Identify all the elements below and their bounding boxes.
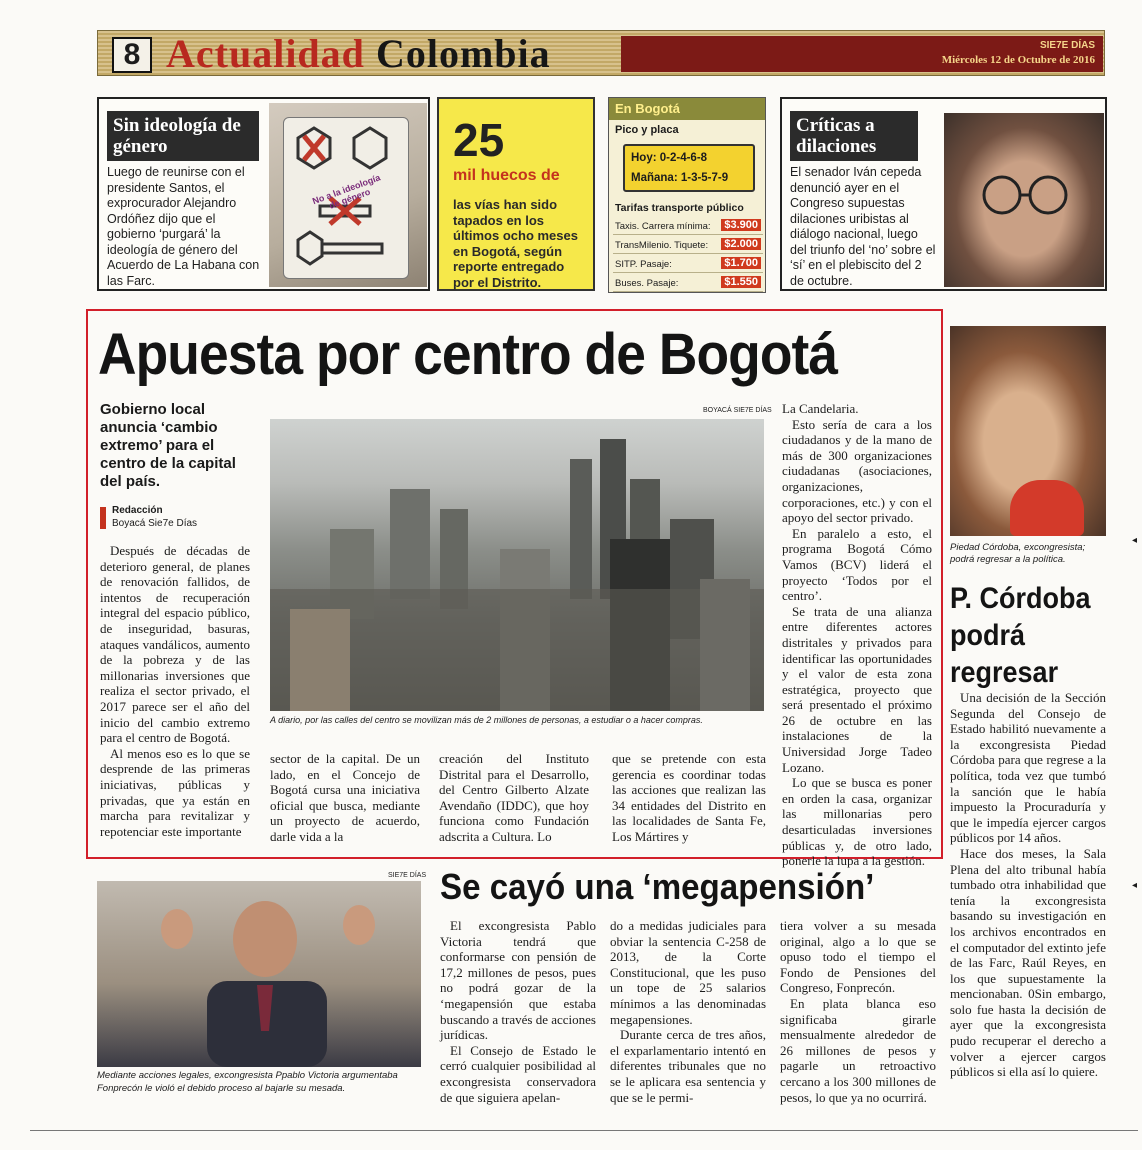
big-number-label: mil huecos de	[453, 167, 560, 184]
tarifa-price: $2.000	[721, 238, 761, 250]
page-number: 8	[123, 38, 141, 71]
byline-name: Boyacá Sie7e Días	[112, 518, 198, 529]
paragraph: do a medidas judiciales para obviar la sentencia C-258 de 2013, de la Corte Constitucional, que les puso un tope de 25 salarios mínimos a las denominadas megapensiones.	[610, 918, 766, 1027]
issue-date: Miércoles 12 de Octubre de 2016	[941, 54, 1095, 66]
paragraph: La Candelaria.	[782, 401, 859, 416]
paragraph: Hace dos meses, la Sala Plena del alto tribunal había tumbado otra inhabilidad que tenía la excongresista basando su investigación en los archivos encontrados en el computador del extinto jefe de las Farc, Raúl Reyes, en los que supuestamente la mencionaban. 0Sin embargo, solo fue hasta la decisión de ayer que la excongresista pudo recuperar el derecho a volver a ejercer cargos públicos si ella así lo quiere.	[950, 845, 1106, 1080]
teaser-text: Luego de reunirse con el presidente Santos, el exprocurador Alejandro Ordóñez dijo que el gobierno ‘purgará’ la ideología de género del Acuerdo de La Habana con las Farc.	[107, 165, 260, 288]
senator-photo	[944, 113, 1104, 287]
tarifa-label: SITP. Pasaje:	[615, 259, 672, 270]
tarifas-title: Tarifas transporte público	[615, 202, 744, 214]
pico-placa-hoy: Hoy: 0-2-4-6-8	[631, 152, 708, 164]
article-column-3	[439, 751, 589, 845]
section-title-part2: Colombia	[375, 31, 551, 76]
paragraph: El Consejo de Estado le cerró cualquier posibilidad al excongresista conservadora de que siguiera apelan-	[440, 1042, 596, 1105]
paragraph: Lo que se busca es poner en orden la casa, organizar las millonarias pero desarticuladas inversiones públicas y, de otro lado, ponerle la lupa a la gestión.	[782, 775, 932, 869]
cordoba-headline[interactable]: P. Córdoba podrá regresar	[950, 582, 1091, 689]
mega-headline[interactable]: Se cayó una ‘megapensión’	[440, 866, 875, 907]
teaser-title: Sin ideología de género	[107, 111, 259, 161]
paragraph: Después de décadas de deterioro general, de planes de renovación fallidos, de intentos de recuperación integral del espacio público, de inseguridad, basuras, ataques vandálicos, aumento de la pobreza y de las millonarias inversiones que realiza el sector privado, el 2017 parece ser el año del inicio del cambio extremo para el centro de Bogotá.	[100, 543, 250, 746]
photo-caption: Mediante acciones legales, excongresista Ppablo Victoria argumentaba Fonprecón le violó el debido proceso al bajarle su mesada.	[97, 1070, 398, 1094]
article-column-5	[782, 401, 932, 869]
byline-marker	[100, 507, 106, 529]
poster-slogan: No a la ideología de género	[310, 172, 382, 211]
page-bottom-rule	[30, 1130, 1138, 1131]
paragraph: Una decisión de la Sección Segunda del Consejo de Estado habilitó nuevamente a la excongresista Piedad Córdoba para que regrese a la política, toda vez que tumbó la sanción que le había impuesto la Procuraduría y que le impedía ejercer cargos públicos por 14 años.	[950, 690, 1106, 846]
scan-mark-icon: ◂	[1132, 880, 1138, 891]
skyline-drawing	[270, 419, 764, 711]
teaser-text: las vías han sido tapados en los últimos ocho meses en Bogotá, según reporte entregado por el Distrito.	[453, 197, 578, 290]
teaser-title: Críticas a dilaciones	[790, 111, 918, 161]
section-header	[97, 30, 1105, 76]
teaser-band	[609, 98, 765, 120]
photo-caption: Piedad Córdoba, excongresista; podrá regresar a la política.	[950, 542, 1086, 565]
paragraph: Al menos eso es lo que se desprende de las primeras iniciativas, públicas y privadas, que ya están en marcha para revitalizar y repotenciar este importante	[100, 745, 250, 839]
pico-placa-manana: Mañana: 1-3-5-7-9	[631, 172, 729, 184]
big-number: 25	[453, 114, 505, 166]
tarifa-label: TransMilenio. Tiquete:	[615, 240, 709, 251]
mega-column-1	[440, 918, 596, 1105]
article-column-4	[612, 751, 766, 845]
photo-credit: BOYACÁ SIE7E DÍAS	[703, 407, 772, 414]
teaser-criticas[interactable]	[780, 97, 1107, 291]
microphone-icon	[1010, 480, 1084, 536]
tarifa-label: Taxis. Carrera mínima:	[615, 221, 711, 232]
article-column-2	[270, 751, 420, 845]
protest-poster	[283, 117, 409, 279]
main-article[interactable]	[86, 309, 943, 869]
paragraph: En plata blanca eso significaba girarle mensualmente alrededor de 26 millones de pesos y pagarle un retroactivo cercano a los 300 millones de pesos, lo que ya no ocurrirá.	[780, 995, 936, 1105]
paragraph: Se trata de una alianza entre diferentes actores distritales y privados para identificar las oportunidades y el valor de esta zona estratégica, proyecto que será presentado el próximo 26 de octubre en las instalaciones de la Universidad Jorge Tadeo Lozano.	[782, 603, 932, 775]
teaser-photo	[269, 103, 427, 287]
section-title-part1: Actualidad	[166, 31, 365, 76]
mega-column-2	[610, 918, 766, 1105]
paragraph: tiera volver a su mesada original, algo a lo que se opuso todo el tiempo el Fondo de Pensiones del Congreso, Fonprecón.	[780, 918, 936, 996]
article-deck: Gobierno local anuncia ‘cambio extremo’ para el centro de la capital del país.	[100, 401, 236, 490]
brand-name: SIE7E DÍAS	[1039, 40, 1095, 51]
teaser-ideologia[interactable]	[97, 97, 430, 291]
city-skyline-photo	[270, 419, 764, 711]
photo-caption: A diario, por las calles del centro se movilizan más de 2 millones de personas, a estudiar o a hacer compras.	[270, 715, 703, 725]
tarifa-price: $1.700	[721, 257, 761, 269]
paragraph: Esto sería de cara a los ciudadanos y de la mano de más de 300 organizaciones ciudadanas (asociaciones, organizaciones, corporaciones, etc.) y con el apoyo del sector privado.	[782, 416, 932, 526]
teaser-text: El senador Iván cepeda denunció ayer en el Congreso supuestas dilaciones uribistas al diálogo nacional, luego del triunfo del ‘no’ sobre el ‘sí’ en el plebiscito del 2 de octubre.	[790, 165, 936, 288]
figure-drawing	[97, 881, 421, 1067]
paragraph: En paralelo a esto, el programa Bogotá Cómo Vamos (BCV) liderá el proyecto ‘Todos por el centro’.	[782, 525, 932, 604]
cordoba-article-body	[950, 690, 1106, 1080]
section-title	[166, 33, 551, 75]
photo-credit: SIE7E DÍAS	[388, 872, 427, 879]
teaser-huecos[interactable]	[437, 97, 595, 291]
tarifa-row	[613, 256, 763, 273]
paragraph: El excongresista Pablo Victoria tendrá que conformarse con pensión de 17,2 millones de pesos, pues no podrá gozar de la ‘megapensión que estaba buscando a través de acciones jurídicas.	[440, 918, 596, 1043]
paragraph: creación del Instituto Distrital para el Desarrollo, del Centro Gilberto Alzate Avendaño (IDDC), que hoy funciona como Fundación adscrita a Cultura. Lo	[439, 751, 589, 844]
license-plate	[623, 144, 755, 192]
teaser-en-bogota[interactable]	[608, 97, 766, 293]
byline-role: Redacción	[112, 505, 163, 516]
paragraph: Durante cerca de tres años, el exparlamentario intentó en diferentes tribunales que no se le aplicara esa sentencia y que se le permi-	[610, 1027, 766, 1105]
glasses-drawing	[944, 113, 1104, 287]
paragraph: sector de la capital. De un lado, en el Concejo de Bogotá cursa una iniciativa oficial que busca, mediante un proyecto de acuerdo, darle vida a la	[270, 751, 420, 844]
tarifa-price: $3.900	[721, 219, 761, 231]
article-column-1	[100, 543, 250, 839]
header-date-band	[621, 36, 1103, 72]
pico-placa-title: Pico y placa	[615, 124, 679, 136]
tarifa-row	[613, 218, 763, 235]
tarifa-price: $1.550	[721, 276, 761, 288]
tarifa-row	[613, 275, 763, 292]
tarifa-row	[613, 237, 763, 254]
tarifa-label: Buses. Pasaje:	[615, 278, 679, 289]
victoria-photo	[97, 881, 421, 1067]
scan-mark-icon: ◂	[1132, 535, 1138, 546]
main-headline: Apuesta por centro de Bogotá	[98, 322, 838, 387]
page-number-box	[112, 37, 152, 73]
paragraph: que se pretende con esta gerencia es coordinar todas las acciones que realizan las 34 entidades del Distrito en las localidades de Santa Fe, Los Mártires y	[612, 751, 766, 844]
teaser-band-title: En Bogotá	[615, 101, 680, 116]
mega-column-3	[780, 918, 936, 1105]
